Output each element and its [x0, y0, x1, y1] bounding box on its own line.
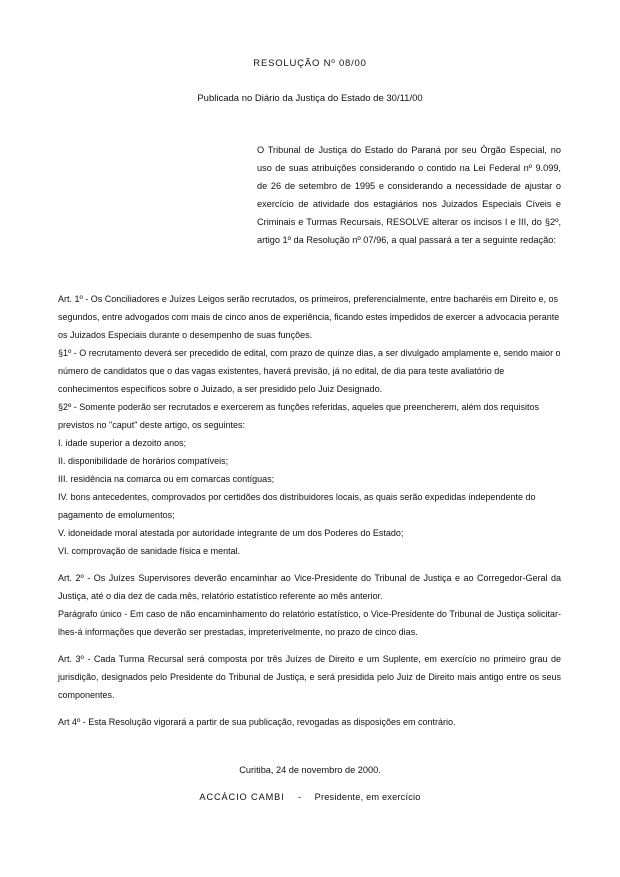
list-item-v: V. idoneidade moral atestada por autoridade integrante de um dos Poderes do Estado; [58, 528, 404, 538]
document-body [58, 290, 561, 731]
signatory-name: ACCÁCIO CAMBI [199, 792, 285, 802]
signature-separator: - [298, 792, 302, 802]
list-item-iii: III. residência na comarca ou em comarcas contíguas; [58, 474, 275, 484]
article-4: Art 4º - Esta Resolução vigorará a partir de sua publicação, revogadas as disposições em contrário. [58, 717, 456, 727]
publication-note: Publicada no Diário da Justiça do Estado de 30/11/00 [197, 93, 423, 104]
article-2-sole-paragraph: Parágrafo único - Em caso de não encaminhamento do relatório estatístico, o Vice-Presidente do Tribunal de Justiça solicitar-lhes-á informações que deverão ser prestadas, impreterivelmente, no prazo de cinco dias. [58, 609, 561, 637]
city-date: Curitiba, 24 de novembro de 2000. [239, 765, 381, 775]
article-1: Art. 1º - Os Conciliadores e Juízes Leigos serão recrutados, os primeiros, preferencialmente, entre bacharéis em Direito e, os segundos, entre advogados com mais de cinco anos de experiência, ficando estes impedidos de exercer a advocacia perante os Juizados Especiais durante o desempenho de suas funções. [58, 294, 560, 340]
list-item-i: I. idade superior a dezoito anos; [58, 438, 187, 448]
list-item-ii: II. disponibilidade de horários compatíveis; [58, 456, 229, 466]
list-item-vi: VI. comprovação de sanidade física e mental. [58, 546, 241, 556]
article-3: Art. 3º - Cada Turma Recursal será composta por três Juízes de Direito e um Suplente, em exercício no primeiro grau de jurisdição, designados pelo Presidente do Tribunal de Justiça, e será presidida pelo Juiz de Direito mais antigo entre os seus componentes. [58, 654, 561, 700]
signatory-role: Presidente, em exercício [314, 792, 421, 802]
resolution-title: RESOLUÇÃO Nº 08/00 [253, 58, 367, 69]
preamble-paragraph: O Tribunal de Justiça do Estado do Paraná por seu Órgão Especial, no uso de suas atribuições considerando o contido na Lei Federal nº 9.099, de 26 de setembro de 1995 e considerando a necessidade de ajustar o exercício de atividade dos estagiários nos Juizados Especiais Cíveis e Criminais e Turmas Recursais, RESOLVE alterar os incisos I e III, do §2º, artigo 1º da Resolução nº 07/96, a qual passará a ter a seguinte redação: [257, 145, 561, 245]
article-1-paragraph-1: §1º - O recrutamento deverá ser precedido de edital, com prazo de quinze dias, a ser divulgado amplamente e, sendo maior o número de candidatos que o das vagas existentes, haverá previsão, já no edital, de dia para teste avaliatório de conhecimentos específicos sobre o Juizado, a ser presidido pelo Juiz Designado. [58, 348, 561, 394]
list-item-iv: IV. bons antecedentes, comprovados por certidões dos distribuidores locais, as quais serão expedidas independente do pagamento de emolumentos; [58, 492, 536, 520]
signature-block [0, 792, 620, 802]
article-1-paragraph-2: §2º - Somente poderão ser recrutados e exercerem as funções referidas, aqueles que preencherem, além dos requisitos previstos no "caput" deste artigo, os seguintes: [58, 402, 540, 430]
article-2: Art. 2º - Os Juízes Supervisores deverão encaminhar ao Vice-Presidente do Tribunal de Justiça e ao Corregedor-Geral da Justiça, até o dia dez de cada mês, relatório estatístico referente ao mês anterior. [58, 573, 561, 601]
